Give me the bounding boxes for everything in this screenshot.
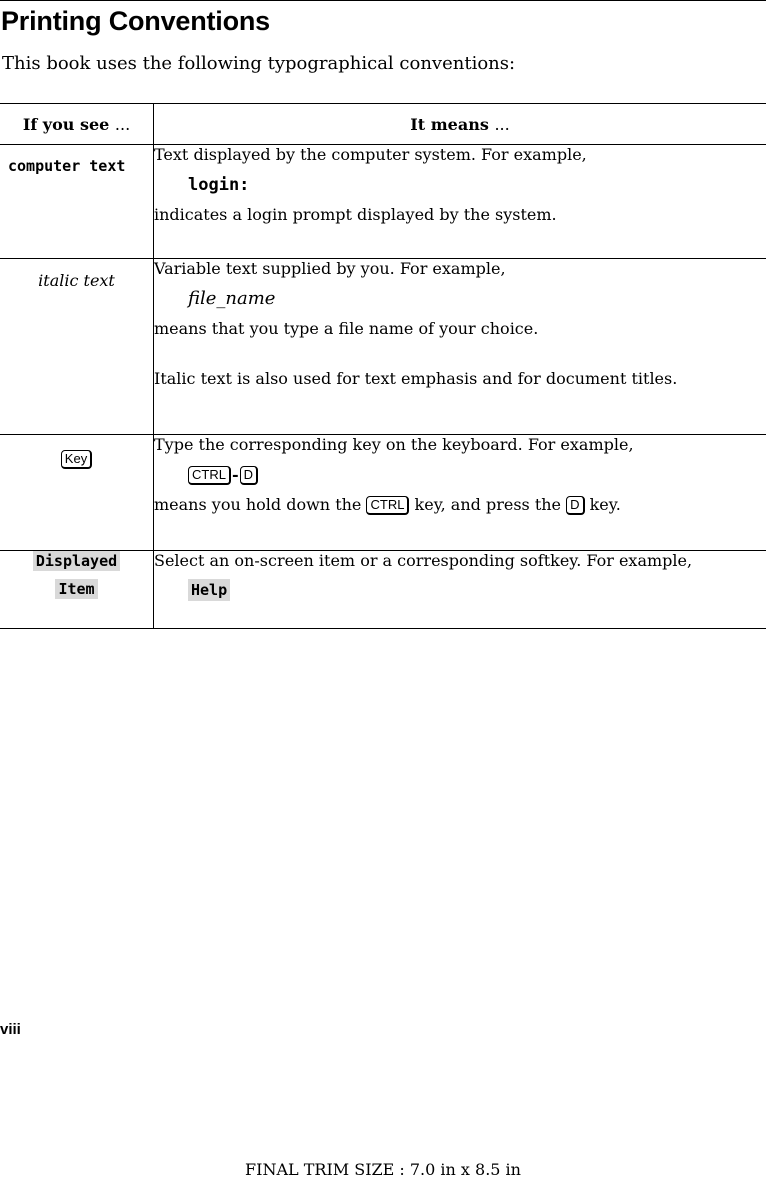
computer-intro: Text displayed by the computer system. For example, bbox=[154, 145, 587, 164]
ctrl-key-example: CTRL bbox=[188, 466, 231, 485]
top-rule bbox=[0, 0, 766, 1]
see-cell-displayed bbox=[0, 551, 154, 629]
intro-text: This book uses the following typographical conventions: bbox=[2, 53, 516, 74]
table-row-displayed-item bbox=[0, 551, 766, 629]
ctrl-key-inline: CTRL bbox=[366, 496, 409, 515]
computer-example: login: bbox=[188, 175, 250, 195]
see-cell-key bbox=[0, 435, 154, 551]
header-ellipsis-2: ... bbox=[494, 114, 510, 134]
page-title: Printing Conventions bbox=[1, 6, 270, 36]
computer-text-sample: computer text bbox=[8, 157, 126, 175]
key-explain-post: key. bbox=[589, 495, 621, 514]
see-cell-italic bbox=[0, 259, 154, 435]
table-row-computer-text bbox=[0, 145, 766, 259]
displayed-item-sample-line2: Item bbox=[55, 579, 97, 599]
means-cell-italic bbox=[154, 259, 766, 435]
table-row-key bbox=[0, 435, 766, 551]
see-cell-computer bbox=[0, 145, 154, 259]
d-key-inline: D bbox=[566, 496, 584, 515]
key-sample: Key bbox=[61, 450, 92, 469]
italic-text-sample: italic text bbox=[38, 271, 115, 290]
italic-explain: means that you type a file name of your choice. bbox=[154, 319, 539, 338]
page-number: viii bbox=[0, 1021, 21, 1038]
key-separator: - bbox=[231, 465, 239, 484]
displayed-example-line bbox=[188, 579, 766, 601]
key-explain-mid: key, and press the bbox=[414, 495, 562, 514]
table-header-row bbox=[0, 104, 766, 145]
key-explain-pre: means you hold down the bbox=[154, 495, 362, 514]
key-intro: Type the corresponding key on the keyboard. For example, bbox=[154, 435, 634, 454]
means-cell-key bbox=[154, 435, 766, 551]
trim-size-note: FINAL TRIM SIZE : 7.0 in x 8.5 in bbox=[245, 1160, 521, 1179]
means-cell-displayed bbox=[154, 551, 766, 629]
header-ellipsis-1: ... bbox=[114, 114, 131, 134]
means-cell-computer bbox=[154, 145, 766, 259]
displayed-item-sample-line1: Displayed bbox=[33, 551, 120, 571]
header-if-you-see bbox=[0, 104, 154, 145]
header-if-you-see-label: If you see bbox=[22, 114, 110, 134]
italic-intro: Variable text supplied by you. For example, bbox=[154, 259, 506, 278]
italic-note: Italic text is also used for text emphasis and for document titles. bbox=[154, 369, 678, 388]
help-softkey-example: Help bbox=[188, 579, 230, 601]
computer-explain: indicates a login prompt displayed by the system. bbox=[154, 205, 557, 224]
displayed-intro: Select an on-screen item or a corresponding softkey. For example, bbox=[154, 551, 693, 570]
header-it-means-label: It means bbox=[410, 114, 489, 134]
key-example bbox=[188, 465, 766, 485]
d-key-example: D bbox=[240, 466, 258, 485]
conventions-table bbox=[0, 103, 766, 629]
table-row-italic-text bbox=[0, 259, 766, 435]
italic-example: file_name bbox=[188, 288, 276, 309]
header-it-means bbox=[154, 104, 766, 145]
key-explain bbox=[154, 495, 766, 515]
